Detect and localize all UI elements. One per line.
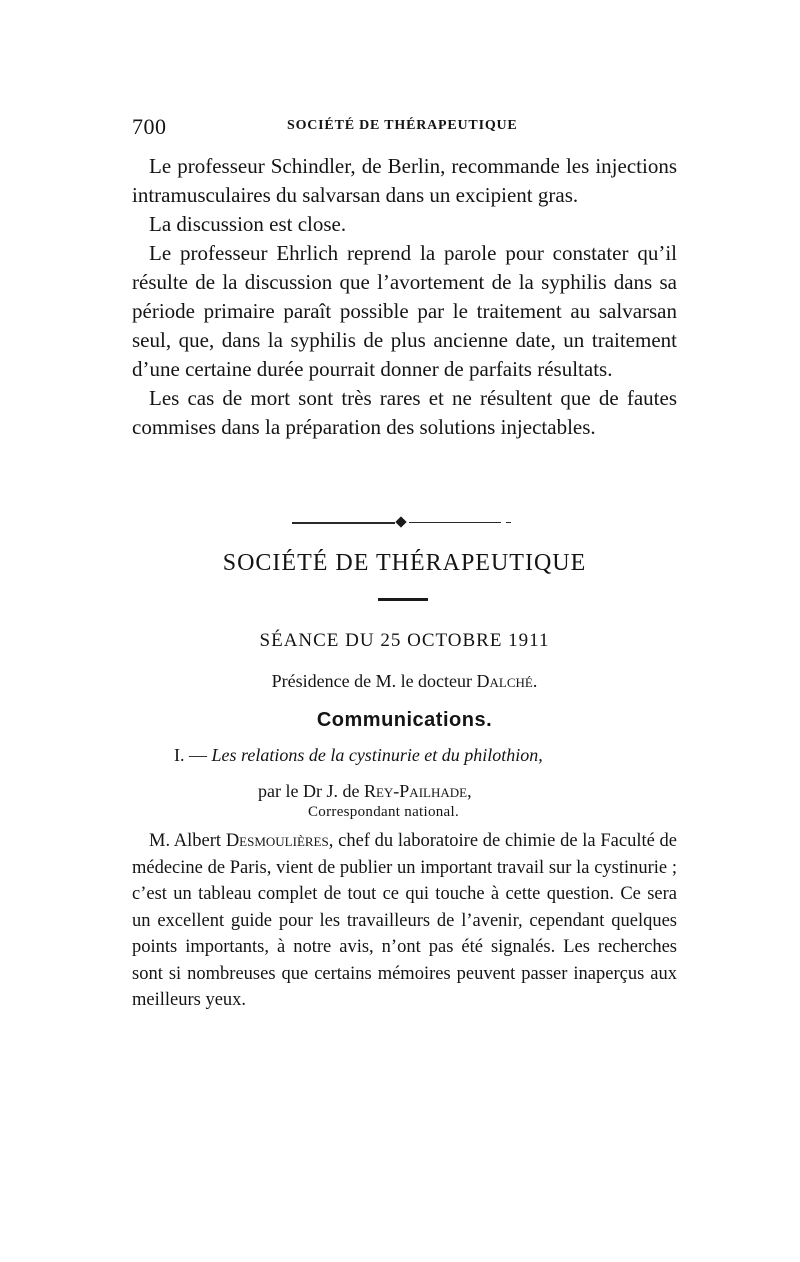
section-divider-ornament: [292, 518, 517, 528]
communication-number: I. —: [174, 745, 207, 765]
section-heading: SOCIÉTÉ DE THÉRAPEUTIQUE: [222, 550, 587, 576]
divider-dash: [506, 522, 511, 523]
author-name: Rey-Pailhade,: [363, 781, 472, 801]
paragraph-discussion-close: La discussion est close.: [149, 212, 347, 236]
paragraph-schindler: Le professeur Schindler, de Berlin, recommande les injections intramusculaires du salvarsan dans un excipient gras.: [132, 154, 677, 207]
communication-title-text: Les relations de la cystinurie et du philothion,: [211, 745, 543, 765]
paragraph-cas-de-mort: Les cas de mort sont très rares et ne résultent que de fautes commises dans la préparation des solutions injectables.: [132, 386, 677, 439]
paragraph-prefix: M. Albert: [149, 831, 222, 851]
heading-rule: [378, 598, 428, 601]
communications-heading: Communications.: [316, 709, 493, 731]
running-title: SOCIÉTÉ DE THÉRAPEUTIQUE: [287, 118, 518, 133]
president-name: Dalché.: [476, 671, 538, 691]
divider-line-left: [292, 522, 395, 524]
diamond-ornament-icon: [395, 516, 406, 527]
page-number: 700: [132, 114, 167, 139]
desmoulieres-name: Desmoulières,: [225, 831, 334, 851]
paragraph-ehrlich: Le professeur Ehrlich reprend la parole pour constater qu’il résulte de la discussion que l’avortement de la syphilis dans sa période primaire paraît possible par le traitement au salvarsan seul, que, dans la syphilis de plus ancienne date, un traitement d’une certaine durée pourrait donner de parfaits résultats.: [132, 241, 677, 381]
paragraph-desmoulieres: [132, 828, 677, 1014]
seance-date: SÉANCE DU 25 OCTOBRE 1911: [259, 630, 550, 651]
author-prefix: par le Dr J. de: [258, 781, 360, 801]
author-line: [258, 781, 472, 802]
presidence-line: [132, 671, 677, 692]
communication-title: [174, 745, 674, 766]
discussion-text: [132, 152, 677, 442]
divider-line-right: [409, 522, 501, 523]
running-head: [132, 114, 677, 138]
presidence-prefix: Présidence de M. le docteur: [271, 671, 473, 691]
communication-text: [132, 828, 677, 1014]
paragraph-body: chef du laboratoire de chimie de la Faculté de médecine de Paris, vient de publier un important travail sur la cystinurie ; c’est un tableau complet de tout ce qui touche à cette question. Ce sera un excellent guide pour les travailleurs de l’avenir, cependant quelques points importants, à notre avis, n’ont pas été signalés. Les recherches sont si nombreuses que certains mémoires peuvent passer inaperçus aux meilleurs yeux.: [132, 831, 678, 1010]
author-role: Correspondant national.: [308, 804, 460, 820]
